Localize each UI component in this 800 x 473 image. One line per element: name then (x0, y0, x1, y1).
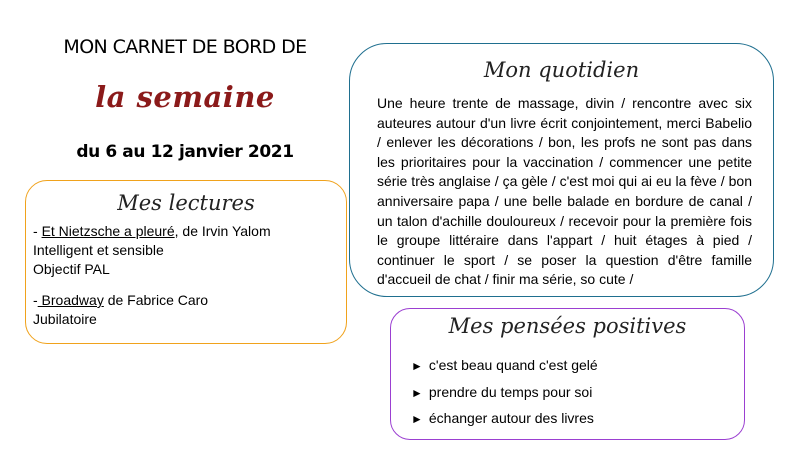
quotidien-box (349, 43, 774, 297)
book1-line (33, 222, 271, 241)
book1-note2: Objectif PAL (33, 261, 110, 277)
bullet-arrow-icon: ► (411, 412, 423, 426)
book2-author: de Fabrice Caro (103, 292, 209, 308)
bullet-arrow-icon: ► (411, 359, 423, 373)
book2-title: Broadway (37, 292, 104, 308)
list-item (411, 384, 592, 400)
book2-line (33, 291, 208, 310)
book2-prefix: - (33, 292, 38, 308)
list-item (411, 410, 594, 426)
book1-author: , de Irvin Yalom (174, 223, 271, 239)
list-item (411, 357, 598, 373)
pensee-text: échanger autour des livres (428, 410, 594, 426)
book1-prefix: - (33, 223, 42, 239)
page-title-line2: la semaine (95, 80, 275, 114)
lectures-box (25, 180, 347, 344)
book1-note1: Intelligent et sensible (33, 242, 164, 258)
lectures-title: Mes lectures (117, 191, 255, 215)
pensee-text: prendre du temps pour soi (428, 384, 593, 400)
page-title-line1: MON CARNET DE BORD DE (63, 36, 307, 58)
bullet-arrow-icon: ► (411, 386, 423, 400)
book2-note1: Jubilatoire (33, 311, 97, 327)
book1-title: Et Nietzsche a pleuré (41, 223, 175, 239)
quotidien-body: Une heure trente de massage, divin / rencontre avec six auteures autour d'un livre écrit conjointement, merci Babelio / enlever les décorations / bon, les profs ne sont pas dans les prioritaires pour la vaccination / commencer une petite série très anglaise / ça gèle / c'est moi qui ai eu la fève / bon anniversaire papa / une belle balade en bordure de canal / un talon d'achille douloureux / recevoir pour la première fois le groupe littéraire dans l'appart / huit étages à pied / continuer le sport / se poser la question d'être famille d'accueil de chat / finir ma série, so cute / (377, 95, 752, 288)
pensees-title: Mes pensées positives (448, 314, 687, 338)
pensee-text: c'est beau quand c'est gelé (428, 357, 598, 373)
date-range: du 6 au 12 janvier 2021 (76, 142, 294, 162)
pensees-box (390, 308, 745, 440)
quotidien-title: Mon quotidien (483, 58, 640, 82)
